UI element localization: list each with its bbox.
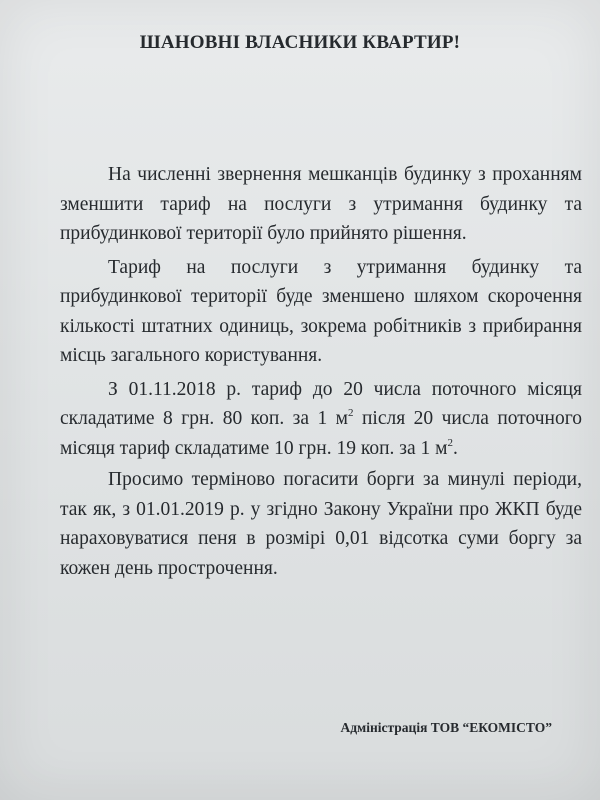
notice-title: ШАНОВНІ ВЛАСНИКИ КВАРТИР! — [139, 32, 461, 53]
square-meter-superscript: 2 — [447, 436, 453, 449]
tariff-text-part1: З 01.11.2018 р. тариф до 20 числа поточного місяця складатиме 8 грн. 80 коп. за 1 м — [60, 378, 582, 429]
tariff-text-part2: після 20 числа поточного місяця тариф складатиме 10 грн. 19 коп. за 1 м — [60, 408, 583, 459]
notice-body — [60, 160, 582, 587]
signature: Адміністрація ТОВ “ЕКОМІСТО” — [340, 720, 552, 735]
paragraph-new-tariff — [60, 375, 582, 464]
square-meter-superscript: 2 — [348, 407, 354, 419]
paragraph-debts: Просимо терміново погасити борги за минулі періоди, так як, з 01.01.2019 р. у згідно Закону України про ЖКП буде нараховуватися пеня в розмірі 0,01 відсотка суми боргу за кожен день прострочення. — [60, 469, 582, 579]
paragraph-tariff-reduction: Тариф на послуги з утримання будинку та прибудинкової території буде зменшено шляхом скорочення кількості штатних одиниць, зокрема робітників з прибирання місць загального користування. — [60, 256, 582, 366]
tariff-text-part3: . — [453, 437, 458, 459]
paragraph-request: На численні звернення мешканців будинку з проханням зменшити тариф на послуги з утримання будинку та прибудинкової території було прийнято рішення. — [60, 164, 582, 244]
